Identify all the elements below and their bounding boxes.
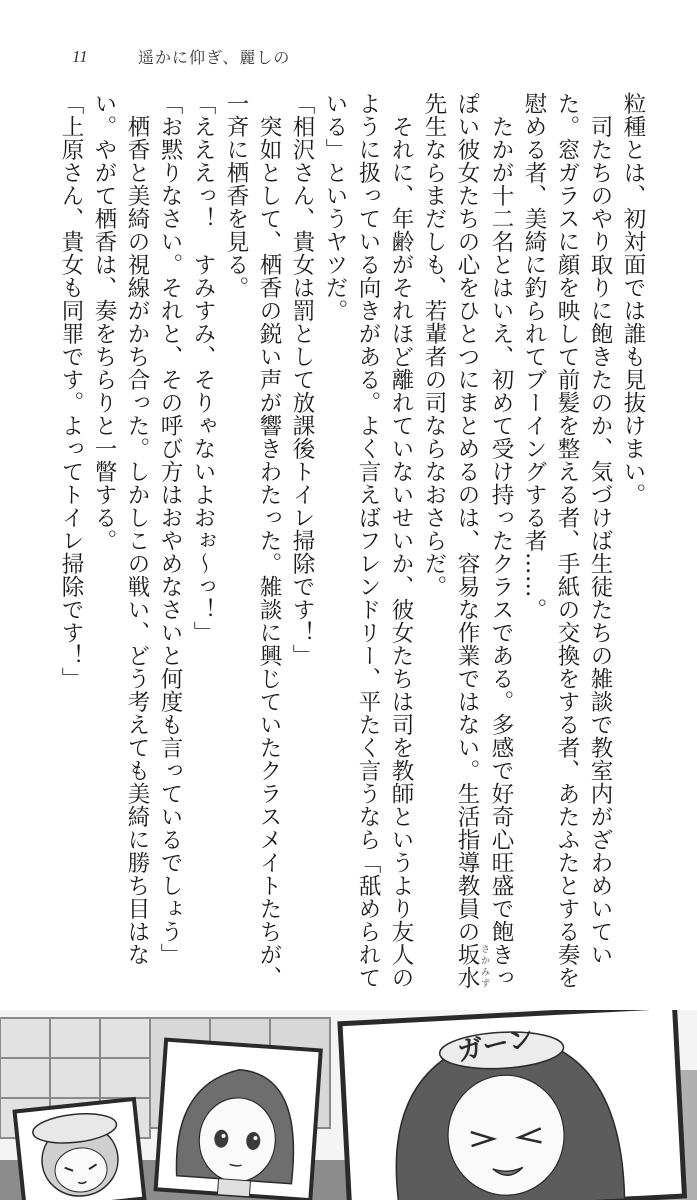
page-number: 11 [72, 47, 88, 66]
furigana-ruby [454, 943, 489, 989]
novel-text [49, 92, 649, 992]
manga-illustration [0, 1010, 697, 1200]
paragraph [417, 92, 517, 992]
running-title: 遥かに仰ぎ、麗しの [138, 48, 291, 67]
panel-left [15, 1099, 145, 1200]
text-run: たかが十二名とはいえ、初めて受け持ったクラスである。多感で好奇心旺盛で飽きっぽい彼女たちの心をひとつにまとめるのは、容易な作業ではない。生活指導教員の [454, 92, 514, 989]
paragraph: 突如として、栖香の鋭い声が響きわたった。雑談に興じていたクラスメイトたちが、一斉に栖香を見る。 [223, 92, 282, 989]
paragraph: 栖香と美綺の視線がかち合った。しかしこの戦い、どう考えても美綺に勝ち目はない。やがて栖香は、奏をちらりと一瞥する。 [91, 92, 150, 966]
dialogue-line: 「上原さん、貴女も同罪です。よってトイレ掃除です！」 [58, 92, 84, 690]
dialogue-line: 「お黙りなさい。それと、その呼び方はおやめなさいと何度も言っているでしょう」 [157, 92, 183, 966]
paragraph: 粒種とは、初対面では誰も見抜けまい。 [620, 92, 646, 506]
illustration-svg [0, 1010, 697, 1200]
sound-effect: ガーン [454, 1023, 537, 1068]
paragraph: 司たちのやり取りに飽きたのか、気づけば生徒たちの雑談で教室内がざわめいていた。窓ガラスに顔を映して前髪を整える者、手紙の交換をする者、あたふたとする奏を慰める者、美綺に釣られてブーイングする者……。 [521, 92, 613, 989]
ruby-base: 坂水 [454, 943, 480, 989]
ruby-text: さかみず [479, 943, 489, 989]
panel-right [340, 1010, 684, 1200]
panel-middle [156, 1040, 321, 1200]
dialogue-line: 「えええっ！ すみすみ、そりゃないよおぉ～っ！」 [190, 92, 216, 644]
page-header [0, 0, 697, 80]
paragraph: それに、年齢がそれほど離れていないせいか、彼女たちは司を教師というより友人のように扱っている向きがある。よく言えばフレンドリー、平たく言うなら「舐められている」というヤツだ。 [322, 92, 414, 989]
dialogue-line: 「相沢さん、貴女は罰として放課後トイレ掃除です！」 [289, 92, 315, 667]
text-run: 先生ならまだしも、若輩者の司ならなおさらだ。 [421, 92, 447, 598]
